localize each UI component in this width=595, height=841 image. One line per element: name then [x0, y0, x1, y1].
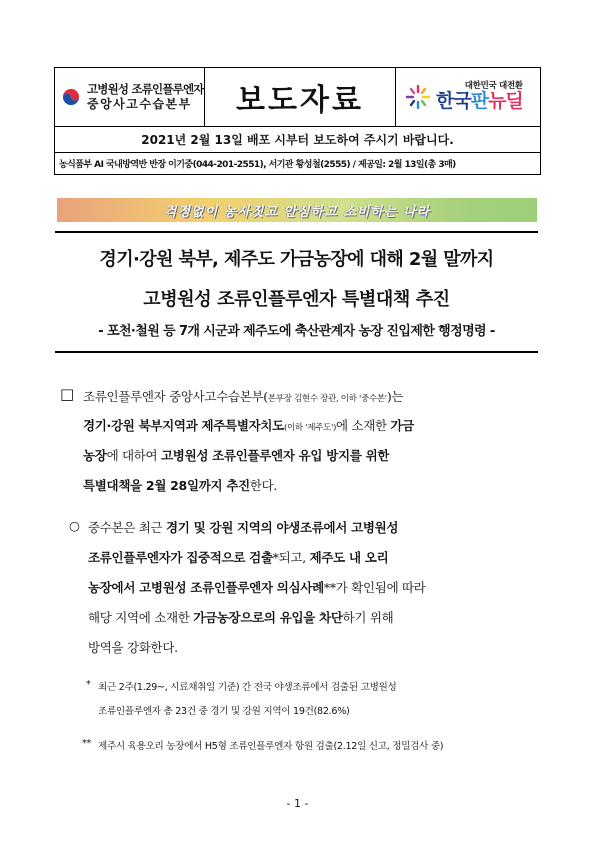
org-name-line1: 고병원성 조류인플루엔자 — [87, 82, 204, 97]
paragraph-bullet-square: □ — [60, 385, 74, 403]
headline-subtitle: - 포천·철원 등 7개 시군과 제주도에 축산관계자 농장 진입제한 행정명령 - — [98, 324, 495, 339]
footnote2-mark: ** — [82, 738, 91, 749]
paragraph1-line1: 조류인플루엔자 중앙사고수습본부(본부장 김현수 장관, 이하 '중수본')는 — [83, 389, 404, 404]
slogan-text: 걱정없이 농사짓고 안심하고 소비하는 나라 — [163, 204, 431, 220]
slogan-banner — [57, 198, 537, 222]
paragraph1-line3: 농장에 대하여 고병원성 조류인플루엔자 유입 방지를 위한 — [83, 448, 390, 463]
korean-new-deal-logo-icon — [404, 83, 432, 111]
paragraph2-line1: 중수본은 최근 경기 및 강원 지역의 야생조류에서 고병원성 — [88, 520, 399, 535]
footnote1-mark: * — [86, 679, 91, 690]
headline-line1: 경기·강원 북부, 제주도 가금농장에 대해 2월 말까지 — [99, 249, 494, 270]
paragraph2-line4: 해당 지역에 소재한 가금농장으로의 유입을 차단하기 위해 — [88, 610, 394, 625]
embargo-notice: 2021년 2월 13일 배포 시부터 보도하여 주시기 바랍니다. — [55, 127, 541, 153]
contact-info: 농식품부 AI 국내방역반 반장 이기중(044-201-2551), 서기관 황성철(2555) / 제공일: 2월 13일(총 3매) — [55, 153, 541, 175]
paragraph-bullet-circle: ○ — [69, 518, 80, 533]
header-table — [54, 67, 541, 175]
paragraph2-line5: 방역을 강화한다. — [88, 640, 178, 655]
press-title-cell — [205, 68, 396, 127]
headline-box — [55, 231, 538, 353]
paragraph2-line3: 농장에서 고병원성 조류인플루엔자 의심사례**가 확인됨에 따라 — [88, 580, 426, 595]
government-emblem-icon — [59, 85, 83, 109]
logo-name: 한국판뉴딜 — [436, 90, 523, 113]
headline-line2: 고병원성 조류인플루엔자 특별대책 추진 — [143, 289, 450, 310]
footnote2-line1: 제주시 육용오리 농장에서 H5형 조류인플루엔자 항원 검출(2.12일 신고, 정밀검사 중) — [98, 741, 444, 752]
footnote1-line1: 최근 2주(1.29~, 시료채취일 기준) 간 전국 야생조류에서 검출된 고병원성 — [98, 682, 397, 693]
org-name-line2: 중앙사고수습본부 — [87, 96, 192, 111]
paragraph1-line2: 경기·강원 북부지역과 제주특별자치도(이하 '제주도')에 소재한 가금 — [83, 418, 415, 433]
logo-cell — [396, 68, 541, 127]
logo-tagline: 대한민국 대전환 — [464, 80, 523, 91]
paragraph1-line4: 특별대책을 2월 28일까지 추진한다. — [83, 478, 278, 493]
footnote1-line2: 조류인플루엔자 총 23건 중 경기 및 강원 지역이 19건(82.6%) — [98, 706, 350, 717]
press-release-title: 보도자료 — [236, 83, 364, 118]
paragraph2-line2: 조류인플루엔자가 집중적으로 검출*되고, 제주도 내 오리 — [88, 550, 389, 565]
org-cell — [55, 68, 205, 127]
page-number: - 1 - — [286, 797, 309, 810]
